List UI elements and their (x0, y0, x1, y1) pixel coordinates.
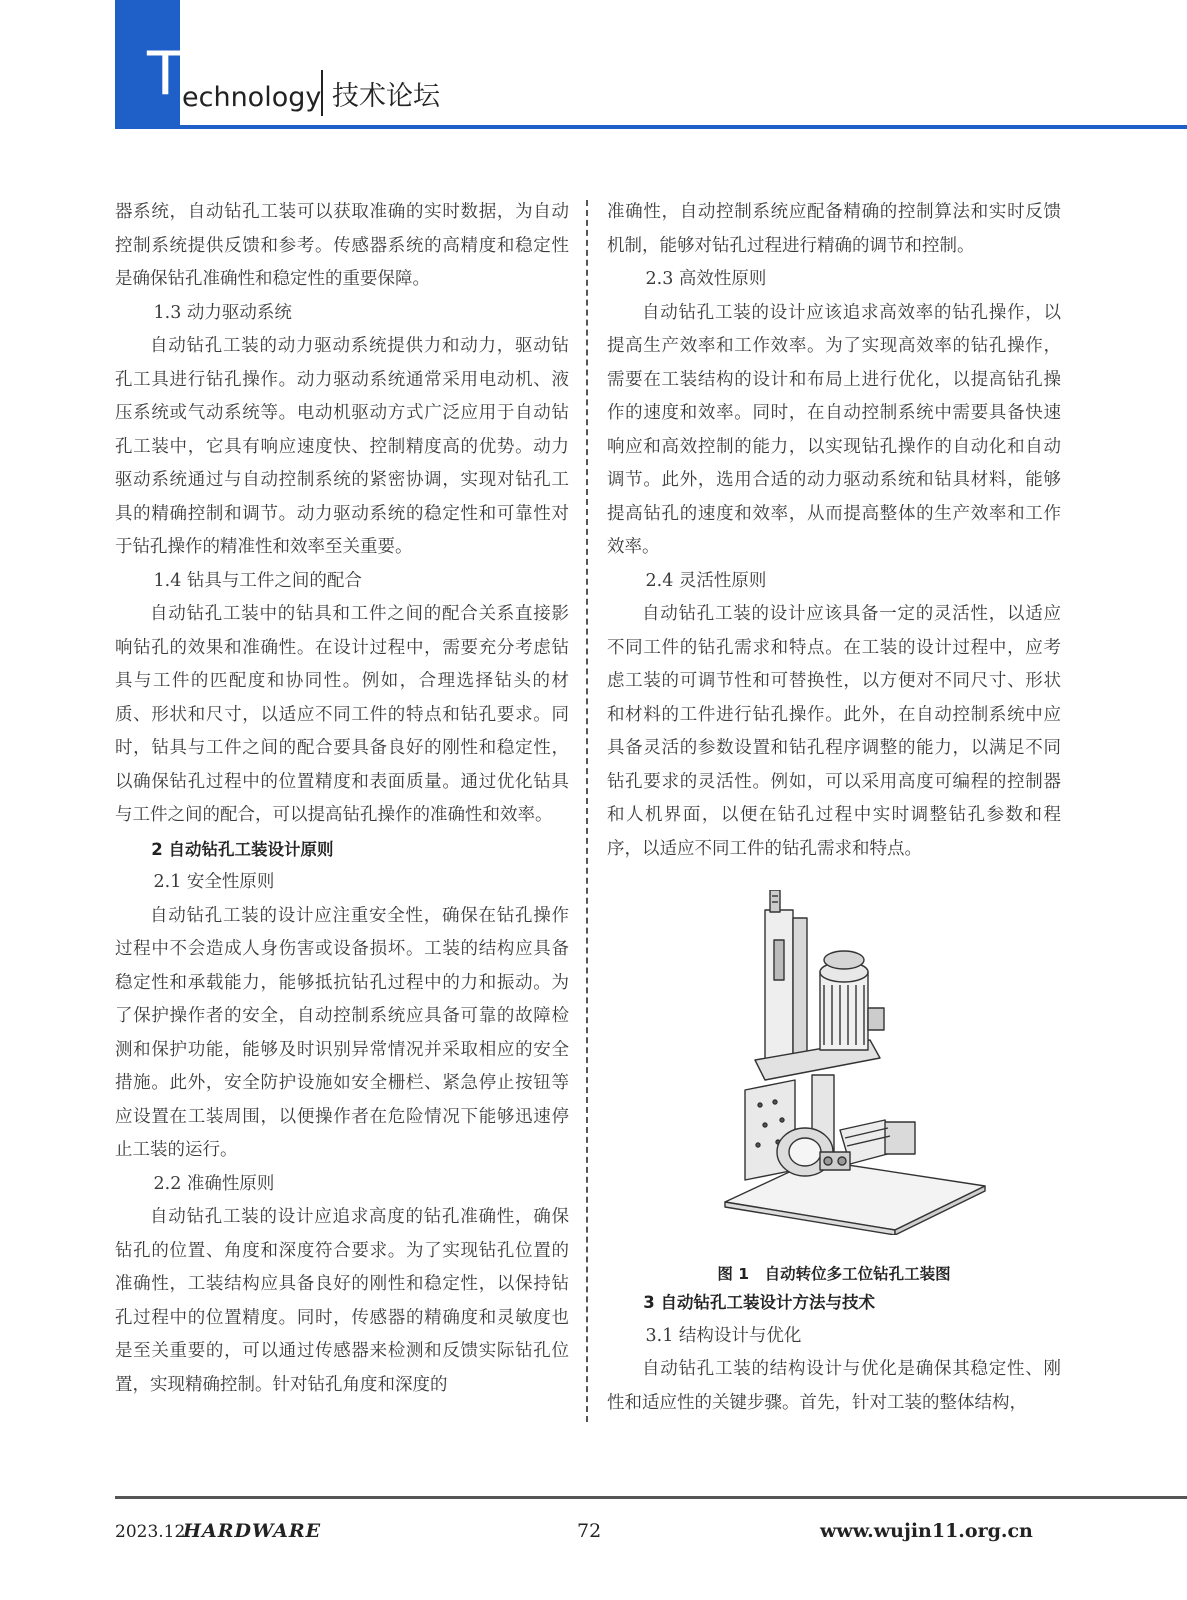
header-initial: T (147, 39, 184, 109)
figure-drilling-fixture (720, 890, 990, 1235)
section-heading: 2 自动钻孔工装设计原则 (151, 839, 334, 859)
vertical-column (765, 910, 793, 1070)
subsection-heading: 2.4 灵活性原则 (645, 570, 767, 591)
footer-url: www.wujin11.org.cn (820, 1520, 1033, 1542)
paragraph: 自动钻孔工装的结构设计与优化是确保其稳定性、刚性和适应性的关键步骤。首先，针对工装的整体结构， (607, 1359, 1061, 1413)
header-word: echnology (182, 82, 322, 113)
right-column-bottom (607, 1286, 1061, 1420)
left-column (115, 196, 569, 1402)
header-section-title: 技术论坛 (332, 81, 440, 112)
footer-date: 2023.12 (115, 1522, 186, 1542)
subsection-heading: 2.1 安全性原则 (153, 872, 275, 892)
subsection-heading: 1.3 动力驱动系统 (153, 302, 292, 323)
fixture-drawing (720, 890, 990, 1235)
header-rule (115, 125, 1187, 129)
subsection-heading: 3.1 结构设计与优化 (645, 1325, 802, 1346)
right-column-top (607, 196, 1061, 866)
paragraph: 自动钻孔工装的设计应该追求高效率的钻孔操作，以提高生产效率和工作效率。为了实现高效率的钻孔操作，需要在工装结构的设计和布局上进行优化，以提高钻孔操作的速度和效率。同时，在自动控制系统中需要具备快速响应和高效控制的能力，以实现钻孔操作的自动化和自动调节。此外，选用合适的动力驱动系统和钻具材料，能够提高钻孔的速度和效率，从而提高整体的生产效率和工作效率。 (607, 302, 1061, 557)
paragraph: 准确性，自动控制系统应配备精确的控制算法和实时反馈机制，能够对钻孔过程进行精确的调节和控制。 (607, 202, 1061, 256)
paragraph: 自动钻孔工装的设计应追求高度的钻孔准确性，确保钻孔的位置、角度和深度符合要求。为了实现钻孔位置的准确性，工装结构应具备良好的刚性和稳定性，以保持钻孔过程中的位置精度。同时，传感器的精确度和灵敏度也是至关重要的，可以通过传感器来检测和反馈实际钻孔位置，实现精确控制。针对钻孔角度和深度的 (115, 1207, 569, 1395)
subsection-heading: 2.2 准确性原则 (153, 1173, 275, 1194)
motor (820, 972, 868, 1050)
page-number: 72 (577, 1520, 602, 1542)
paragraph: 自动钻孔工装的设计应该具备一定的灵活性，以适应不同工件的钻孔需求和特点。在工装的设计过程中，应考虑工装的可调节性和可替换性，以方便对不同尺寸、形状和材料的工件进行钻孔操作。此外，在自动控制系统中应具备灵活的参数设置和钻孔程序调整的能力，以满足不同钻孔要求的灵活性。例如，可以采用高度可编程的控制器和人机界面，以便在钻孔过程中实时调整钻孔参数和程序，以适应不同工件的钻孔需求和特点。 (607, 604, 1061, 859)
paragraph: 自动钻孔工装的设计应注重安全性，确保在钻孔操作过程中不会造成人身伤害或设备损坏。工装的结构应具备稳定性和承载能力，能够抵抗钻孔过程中的力和振动。为了保护操作者的安全，自动控制系统应具备可靠的故障检测和保护功能，能够及时识别异常情况并采取相应的安全措施。此外，安全防护设施如安全栅栏、紧急停止按钮等应设置在工装周围，以便操作者在危险情况下能够迅速停止工装的运行。 (115, 905, 569, 1160)
section-heading: 3 自动钻孔工装设计方法与技术 (643, 1293, 876, 1312)
paragraph: 自动钻孔工装的动力驱动系统提供力和动力，驱动钻孔工具进行钻孔操作。动力驱动系统通常采用电动机、液压系统或气动系统等。电动机驱动方式广泛应用于自动钻孔工装中，它具有响应速度快、控制精度高的优势。动力驱动系统通过与自动控制系统的紧密协调，实现对钻孔工具的精确控制和调节。动力驱动系统的稳定性和可靠性对于钻孔操作的精准性和效率至关重要。 (115, 336, 569, 557)
figure-caption: 图 1 自动转位多工位钻孔工装图 (717, 1265, 951, 1283)
header-separator (321, 70, 323, 116)
column-divider (586, 200, 588, 1422)
column-cap (770, 890, 780, 912)
subsection-heading: 1.4 钻具与工件之间的配合 (153, 570, 362, 591)
footer-rule (115, 1496, 1187, 1499)
footer-magazine: HARDWARE (183, 1520, 322, 1542)
subsection-heading: 2.3 高效性原则 (645, 269, 767, 289)
paragraph: 器系统，自动钻孔工装可以获取准确的实时数据，为自动控制系统提供反馈和参考。传感器系统的高精度和稳定性是确保钻孔准确性和稳定性的重要保障。 (115, 202, 569, 289)
paragraph: 自动钻孔工装中的钻具和工件之间的配合关系直接影响钻孔的效果和准确性。在设计过程中，需要充分考虑钻具与工件的匹配度和协同性。例如，合理选择钻头的材质、形状和尺寸，以适应不同工件的特点和钻孔要求。同时，钻具与工件之间的配合要具备良好的刚性和稳定性，以确保钻孔过程中的位置精度和表面质量。通过优化钻具与工件之间的配合，可以提高钻孔操作的准确性和效率。 (115, 604, 569, 825)
